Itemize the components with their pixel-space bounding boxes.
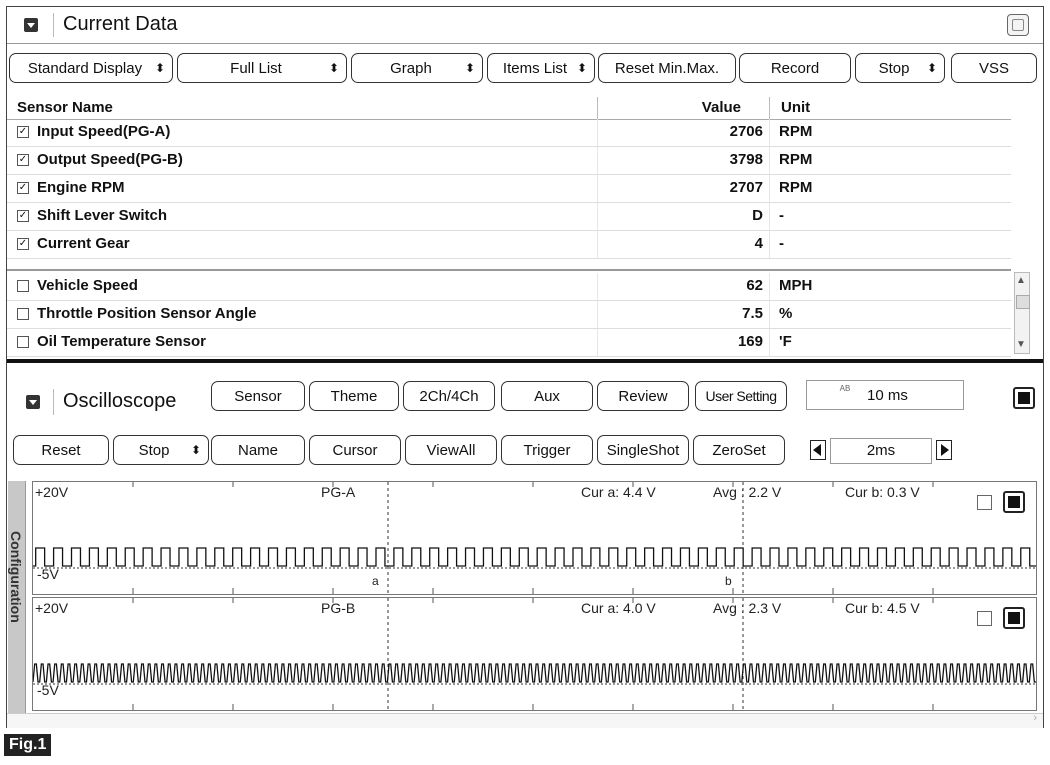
scroll-thumb[interactable] xyxy=(1016,295,1030,309)
channel-max-voltage: +20V xyxy=(35,484,69,500)
sensor-value: D xyxy=(752,207,763,224)
button-label: Stop xyxy=(878,59,910,77)
column-divider xyxy=(597,301,598,328)
table-header xyxy=(7,97,1011,120)
oscilloscope-color-icon[interactable] xyxy=(1013,387,1035,409)
cursor-b-marker: b xyxy=(725,574,732,588)
button-label: SingleShot xyxy=(606,441,680,459)
button-label: Aux xyxy=(534,387,560,405)
updown-caret-icon: ⬍ xyxy=(190,443,201,457)
user-setting-button[interactable] xyxy=(695,381,787,411)
average-readout: Avg : 2.2 V xyxy=(713,484,782,500)
button-label: ZeroSet xyxy=(712,441,766,459)
maximize-icon[interactable] xyxy=(1007,14,1029,36)
column-divider xyxy=(769,273,770,300)
sensor-value: 2706 xyxy=(729,123,763,140)
time-per-div-display[interactable] xyxy=(806,380,964,410)
cursor-b-readout: Cur b: 0.3 V xyxy=(845,484,920,500)
column-divider xyxy=(597,97,598,119)
full-list-button[interactable] xyxy=(177,53,347,83)
column-divider xyxy=(769,301,770,328)
theme-button[interactable] xyxy=(309,381,399,411)
reset-min-max-button[interactable] xyxy=(598,53,736,83)
button-label: Full List xyxy=(230,59,282,77)
name-button[interactable] xyxy=(211,435,305,465)
checked-box-icon[interactable]: ✓ xyxy=(18,182,28,193)
sensor-unit: % xyxy=(779,305,793,322)
button-label: Theme xyxy=(330,387,378,405)
table-row[interactable] xyxy=(7,231,1011,259)
column-divider xyxy=(769,97,770,119)
vss-button[interactable] xyxy=(951,53,1037,83)
waveform-trace xyxy=(33,548,1036,566)
waveform-trace xyxy=(33,664,1036,682)
button-label: Sensor xyxy=(234,387,282,405)
sensor-unit: RPM xyxy=(779,179,813,196)
sensor-value: 3798 xyxy=(729,151,763,168)
channel-min-voltage: -5V xyxy=(37,566,59,582)
title-separator xyxy=(53,389,54,415)
column-divider xyxy=(769,329,770,356)
sensor-unit: 'F xyxy=(779,333,792,350)
button-label: Record xyxy=(770,59,820,77)
column-unit: Unit xyxy=(781,99,811,116)
button-label: ViewAll xyxy=(426,441,476,459)
scroll-down-icon[interactable]: ▼ xyxy=(1016,339,1026,350)
table-row[interactable] xyxy=(7,273,1011,301)
checked-box-icon[interactable]: ✓ xyxy=(18,210,28,221)
sensor-unit: MPH xyxy=(779,277,813,294)
button-label: User Setting xyxy=(705,388,777,404)
channel-max-voltage: +20V xyxy=(35,600,69,616)
scroll-right-icon[interactable]: › xyxy=(1033,712,1037,724)
column-divider xyxy=(597,175,598,202)
waveform-pg-b xyxy=(33,598,1036,710)
cursor-a-marker: a xyxy=(372,574,379,588)
updown-caret-icon: ⬍ xyxy=(328,61,339,75)
button-label: Graph xyxy=(390,59,432,77)
button-label: Stop xyxy=(138,441,170,459)
stop-button[interactable] xyxy=(113,435,209,465)
average-readout: Avg : 2.3 V xyxy=(713,600,782,616)
button-label: Review xyxy=(618,387,668,405)
oscilloscope-collapse-icon[interactable] xyxy=(26,395,40,409)
aux-button[interactable] xyxy=(501,381,593,411)
column-divider xyxy=(597,203,598,230)
column-divider xyxy=(597,119,598,146)
2ch-4ch-button[interactable] xyxy=(403,381,495,411)
panel-divider xyxy=(7,359,1043,363)
channel-pg-b-plot[interactable] xyxy=(32,597,1037,711)
sensor-unit: - xyxy=(779,235,784,252)
table-row[interactable] xyxy=(7,301,1011,329)
zeroset-button[interactable] xyxy=(693,435,785,465)
cursor-button[interactable] xyxy=(309,435,401,465)
column-divider xyxy=(597,273,598,300)
updown-caret-icon: ⬍ xyxy=(576,61,587,75)
channel-min-voltage: -5V xyxy=(37,682,59,698)
scroll-up-icon[interactable]: ▲ xyxy=(1016,275,1026,286)
channel-pg-a-plot[interactable] xyxy=(32,481,1037,595)
button-label: 2Ch/4Ch xyxy=(419,387,479,405)
sensor-name: Shift Lever Switch xyxy=(37,207,168,224)
current-data-titlebar xyxy=(7,7,1043,44)
oscilloscope-scrollbar[interactable] xyxy=(7,713,1043,728)
button-label: Standard Display xyxy=(27,59,143,77)
time-scale-icon: AB xyxy=(839,384,851,393)
timebase-decrease-button[interactable] xyxy=(810,440,826,460)
sensor-value: 2707 xyxy=(729,179,763,196)
table-row[interactable] xyxy=(7,147,1011,175)
sensor-unit: - xyxy=(779,207,784,224)
graph-button[interactable] xyxy=(351,53,483,83)
sensor-unit: RPM xyxy=(779,151,813,168)
button-label: Cursor xyxy=(332,441,378,459)
collapse-icon[interactable] xyxy=(24,18,38,32)
review-button[interactable] xyxy=(597,381,689,411)
title-separator xyxy=(53,13,54,37)
configuration-tab-label: Configuration xyxy=(8,531,24,623)
sensor-name: Output Speed(PG-B) xyxy=(37,151,183,168)
column-divider xyxy=(769,147,770,174)
table-row[interactable] xyxy=(7,119,1011,147)
record-button[interactable] xyxy=(739,53,851,83)
sensor-name: Current Gear xyxy=(37,235,130,252)
timebase-increase-button[interactable] xyxy=(936,440,952,460)
cursor-a-readout: Cur a: 4.0 V xyxy=(581,600,656,616)
waveform-pg-a xyxy=(33,482,1036,594)
sensor-scrollbar[interactable] xyxy=(1014,272,1030,354)
button-label: Reset xyxy=(41,441,81,459)
sensor-name: Throttle Position Sensor Angle xyxy=(37,305,257,322)
column-sensor-name: Sensor Name xyxy=(17,99,113,116)
button-label: Reset Min.Max. xyxy=(614,59,720,77)
cursor-a-readout: Cur a: 4.4 V xyxy=(581,484,656,500)
button-label: Items List xyxy=(502,59,568,77)
items-list-button[interactable] xyxy=(487,53,595,83)
configuration-tab[interactable] xyxy=(8,481,26,713)
button-label: VSS xyxy=(978,59,1009,77)
updown-caret-icon: ⬍ xyxy=(926,61,937,75)
timebase-value[interactable]: 2ms xyxy=(830,438,932,464)
sensor-value: 169 xyxy=(737,333,763,350)
button-label: Name xyxy=(237,441,278,459)
unchecked-box-icon[interactable] xyxy=(17,280,29,292)
sensor-value: 7.5 xyxy=(742,305,763,322)
list-divider xyxy=(7,269,1011,271)
app-window xyxy=(6,6,1044,728)
checked-box-icon[interactable]: ✓ xyxy=(18,238,28,249)
column-value: Value xyxy=(701,99,741,116)
table-row[interactable] xyxy=(7,329,1011,357)
column-divider xyxy=(769,203,770,230)
standard-display-button[interactable] xyxy=(9,53,173,83)
table-row[interactable] xyxy=(7,175,1011,203)
channel-name: PG-B xyxy=(321,600,356,616)
viewall-button[interactable] xyxy=(405,435,497,465)
current-data-title: Current Data xyxy=(63,13,178,35)
column-divider xyxy=(769,231,770,258)
sensor-button[interactable] xyxy=(211,381,305,411)
column-divider xyxy=(769,175,770,202)
sensor-name: Oil Temperature Sensor xyxy=(37,333,206,350)
stop-button[interactable] xyxy=(855,53,945,83)
checked-box-icon[interactable]: ✓ xyxy=(18,154,28,165)
table-row[interactable] xyxy=(7,203,1011,231)
button-label: Trigger xyxy=(523,441,571,459)
sensor-name: Vehicle Speed xyxy=(37,277,138,294)
column-divider xyxy=(769,119,770,146)
sensor-name: Input Speed(PG-A) xyxy=(37,123,171,140)
time-per-div-value: 10 ms xyxy=(867,387,908,404)
sensor-name: Engine RPM xyxy=(37,179,125,196)
column-divider xyxy=(597,231,598,258)
trigger-button[interactable] xyxy=(501,435,593,465)
updown-caret-icon: ⬍ xyxy=(154,61,165,75)
cursor-b-readout: Cur b: 4.5 V xyxy=(845,600,920,616)
sensor-value: 4 xyxy=(754,235,763,252)
checked-box-icon[interactable]: ✓ xyxy=(18,126,28,137)
figure-label: Fig.1 xyxy=(4,734,51,756)
column-divider xyxy=(597,147,598,174)
singleshot-button[interactable] xyxy=(597,435,689,465)
oscilloscope-title: Oscilloscope xyxy=(63,390,177,412)
unchecked-box-icon[interactable] xyxy=(17,336,29,348)
unchecked-box-icon[interactable] xyxy=(17,308,29,320)
reset-button[interactable] xyxy=(13,435,109,465)
column-divider xyxy=(597,329,598,356)
sensor-unit: RPM xyxy=(779,123,813,140)
updown-caret-icon: ⬍ xyxy=(464,61,475,75)
channel-name: PG-A xyxy=(321,484,356,500)
sensor-value: 62 xyxy=(746,277,763,294)
